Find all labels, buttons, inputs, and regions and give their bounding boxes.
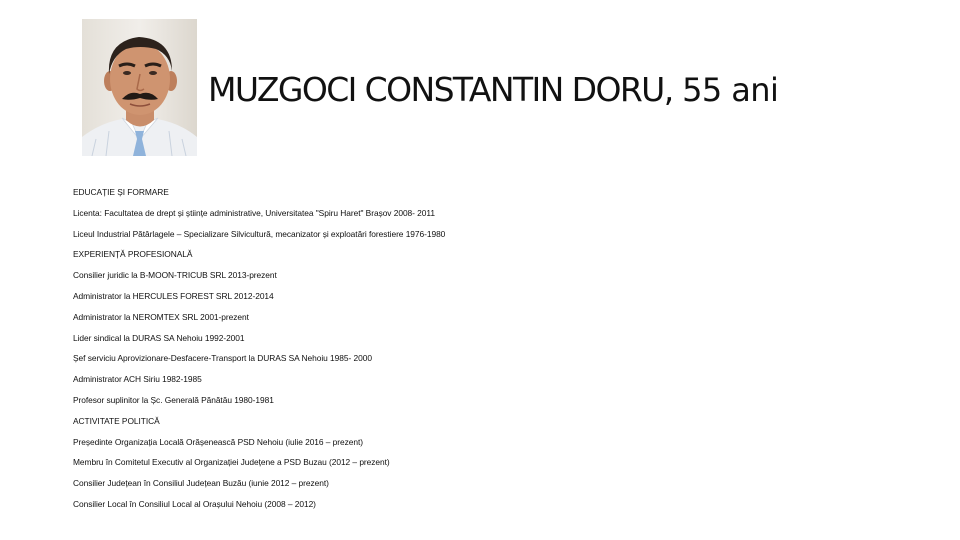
section-heading-experience: EXPERIENȚĂ PROFESIONALĂ	[73, 249, 193, 260]
experience-item: Consilier juridic la B-MOON-TRICUB SRL 2013-prezent	[73, 270, 277, 281]
politics-item: Membru în Comitetul Executiv al Organizației Județene a PSD Buzau (2012 – prezent)	[73, 457, 390, 468]
section-heading-politics: ACTIVITATE POLITICĂ	[73, 415, 160, 426]
section-heading-education: EDUCAȚIE ȘI FORMARE	[73, 187, 169, 197]
politics-item: Consilier Local în Consiliul Local al Orașului Nehoiu (2008 – 2012)	[73, 498, 316, 509]
experience-item: Profesor suplinitor la Șc. Generală Pănătău 1980-1981	[73, 394, 274, 405]
person-name: MUZGOCI CONSTANTIN DORU,	[208, 70, 673, 109]
cv-content	[73, 187, 933, 520]
portrait-illustration	[82, 19, 197, 156]
experience-item: Lider sindical la DURAS SA Nehoiu 1992-2001	[73, 332, 245, 343]
person-age: 55 ani	[672, 71, 779, 109]
experience-item: Administrator ACH Siriu 1982-1985	[73, 374, 202, 385]
experience-item: Șef serviciu Aprovizionare-Desfacere-Transport la DURAS SA Nehoiu 1985- 2000	[73, 353, 372, 364]
education-item: Liceul Industrial Pătârlagele – Specializare Silvicultură, mecanizator și exploatări forestiere 1976-1980	[73, 228, 446, 239]
portrait-photo	[82, 19, 197, 156]
experience-item: Administrator la HERCULES FOREST SRL 2012-2014	[73, 290, 274, 301]
experience-item: Administrator la NEROMTEX SRL 2001-prezent	[73, 311, 249, 322]
education-item: Licenta: Facultatea de drept și științe administrative, Universitatea "Spiru Haret" Brașov 2008- 2011	[73, 207, 435, 218]
politics-item: Președinte Organizația Locală Orășenească PSD Nehoiu (iulie 2016 – prezent)	[73, 436, 364, 447]
page-title	[208, 70, 778, 109]
politics-item: Consilier Județean în Consiliul Județean Buzău (iunie 2012 – prezent)	[73, 478, 329, 489]
